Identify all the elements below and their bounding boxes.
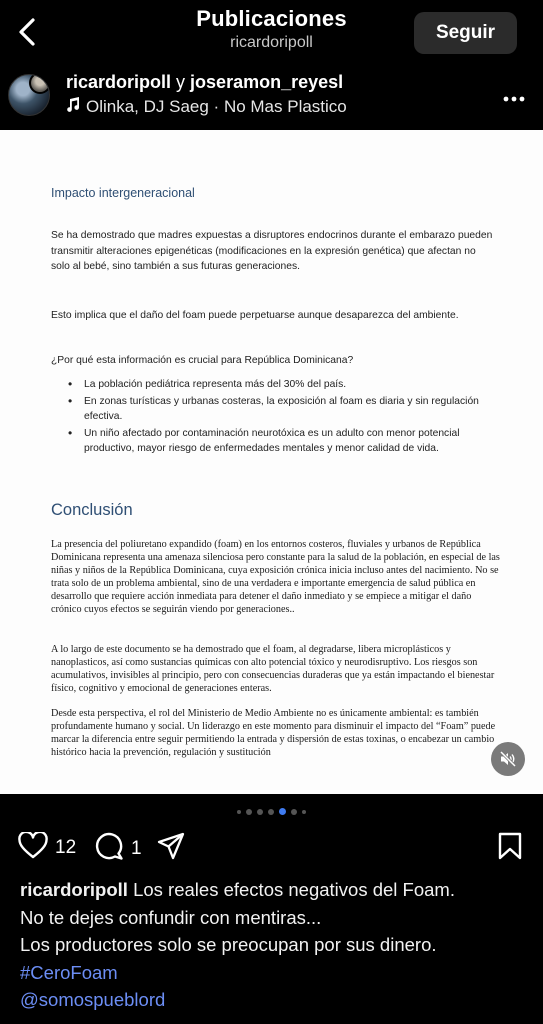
post-authors[interactable]: [66, 72, 343, 93]
doc-conclusion-2: A lo largo de este documento se ha demostrado que el foam, al degradarse, libera microplásticos y nanoplasticos, así como sustancias químicas con alto potencial tóxico y neurodisruptivo. Los riesgos son acumulativos, invisibles al principio, pero con consecuencias duraderas que ya están impactando el bienestar físico, cognitivo y emocional de generaciones enteras.: [51, 644, 495, 694]
doc-bullet-list: [68, 377, 498, 458]
carousel-indicator: [0, 808, 543, 815]
share-button[interactable]: [157, 832, 185, 865]
carousel-dot: [257, 809, 263, 815]
carousel-dot: [237, 810, 241, 814]
like-count[interactable]: 12: [55, 837, 77, 858]
caption-username[interactable]: ricardoripoll: [20, 879, 128, 900]
doc-bullet: • En zonas turísticas y urbanas costeras, la exposición al foam es diaria y sin regulación efectiva.: [68, 394, 498, 425]
collab-avatar[interactable]: [29, 74, 50, 94]
more-options-icon[interactable]: [503, 82, 525, 108]
comment-button[interactable]: [94, 832, 142, 865]
author-secondary[interactable]: joseramon_reyesl: [190, 72, 344, 92]
author-primary[interactable]: ricardoripoll: [66, 72, 172, 92]
music-note-icon: [66, 97, 80, 117]
post-caption: [20, 876, 530, 1014]
caption-first-line: [20, 876, 530, 904]
carousel-dot: [291, 809, 297, 815]
caption-line-1: Los reales efectos negativos del Foam.: [127, 879, 455, 900]
doc-heading-conclusion: Conclusión: [51, 501, 133, 519]
doc-paragraph-2: Esto implica que el daño del foam puede perpetuarse aunque desaparezca del ambiente.: [51, 310, 459, 321]
follow-button[interactable]: Seguir: [414, 12, 517, 54]
action-bar: [0, 830, 543, 866]
carousel-dot: [268, 809, 274, 815]
author-joiner: y: [171, 72, 191, 92]
caption-line-3: Los productores solo se preocupan por sus dinero.: [20, 934, 437, 955]
top-bar: [0, 0, 543, 64]
doc-paragraph-1: Se ha demostrado que madres expuestas a disruptores endocrinos durante el embarazo pueden transmitir alteraciones epigenéticas (modificaciones en la expresión genética) que afectan no solo al bebé, sino también a sus futuras generaciones.: [51, 230, 493, 272]
doc-bullet: • La población pediátrica representa más del 30% del país.: [68, 377, 498, 393]
doc-question: ¿Por qué esta información es crucial para República Dominicana?: [51, 355, 354, 366]
audio-label: Olinka, DJ Saeg · No Mas Plastico: [86, 97, 347, 116]
paper-plane-icon: [157, 832, 185, 865]
caption-line-2: No te dejes confundir con mentiras...: [20, 906, 322, 928]
post-media-document[interactable]: [0, 130, 543, 794]
heart-icon: [18, 832, 48, 864]
mute-toggle-icon[interactable]: [491, 742, 525, 776]
audio-attribution[interactable]: [66, 97, 347, 117]
caption-hashtag[interactable]: #CeroFoam: [20, 961, 118, 983]
doc-conclusion-1: La presencia del poliuretano expandido (foam) en los entornos costeros, fluviales y urbanos de República Dominicana representa una amenaza silenciosa pero constante para la salud de la población, en especial de las niñas y niños de la República Dominicana, cuya exposición crónica inicia incluso antes del nacimiento. No se trata solo de un problema ambiental, sino de una verdadera e importante emergencia de salud pública en desarrollo que requiere acción inmediata para detener el daño inmediato y se empiece a mitigar el daño crónico cuyos efectos se seguirán viendo por generaciones..: [51, 539, 500, 615]
comment-icon: [94, 832, 124, 865]
avatar[interactable]: [8, 74, 50, 116]
page-title: Publicaciones: [196, 6, 347, 31]
doc-conclusion-3: Desde esta perspectiva, el rol del Ministerio de Medio Ambiente no es únicamente ambiental: es también profundamente humano y social. Un liderazgo en este momento para disminuir el impacto del “Foam” puede marcar la diferencia entre seguir permitiendo la entrada y dispersión de estas toxinas, o encabezar un cambio histórico hacia la prevención, regulación y sustitución: [51, 708, 496, 758]
post-header: [0, 66, 543, 128]
caption-mention[interactable]: @somospueblord: [20, 989, 166, 1010]
page-subtitle: ricardoripoll: [230, 34, 313, 51]
doc-bullet: • Un niño afectado por contaminación neurotóxica es un adulto con menor potencial productivo, mayor riesgo de enfermedades mentales y menor calidad de vida.: [68, 426, 498, 457]
carousel-dot: [246, 809, 252, 815]
like-button[interactable]: [18, 832, 76, 864]
bookmark-icon: [497, 832, 523, 865]
carousel-dot: [302, 810, 306, 814]
save-button[interactable]: [497, 832, 523, 865]
back-arrow-icon[interactable]: [12, 14, 42, 50]
comment-count[interactable]: 1: [131, 837, 142, 859]
carousel-dot-active: [279, 808, 286, 815]
doc-heading-impact: Impacto intergeneracional: [51, 186, 195, 200]
